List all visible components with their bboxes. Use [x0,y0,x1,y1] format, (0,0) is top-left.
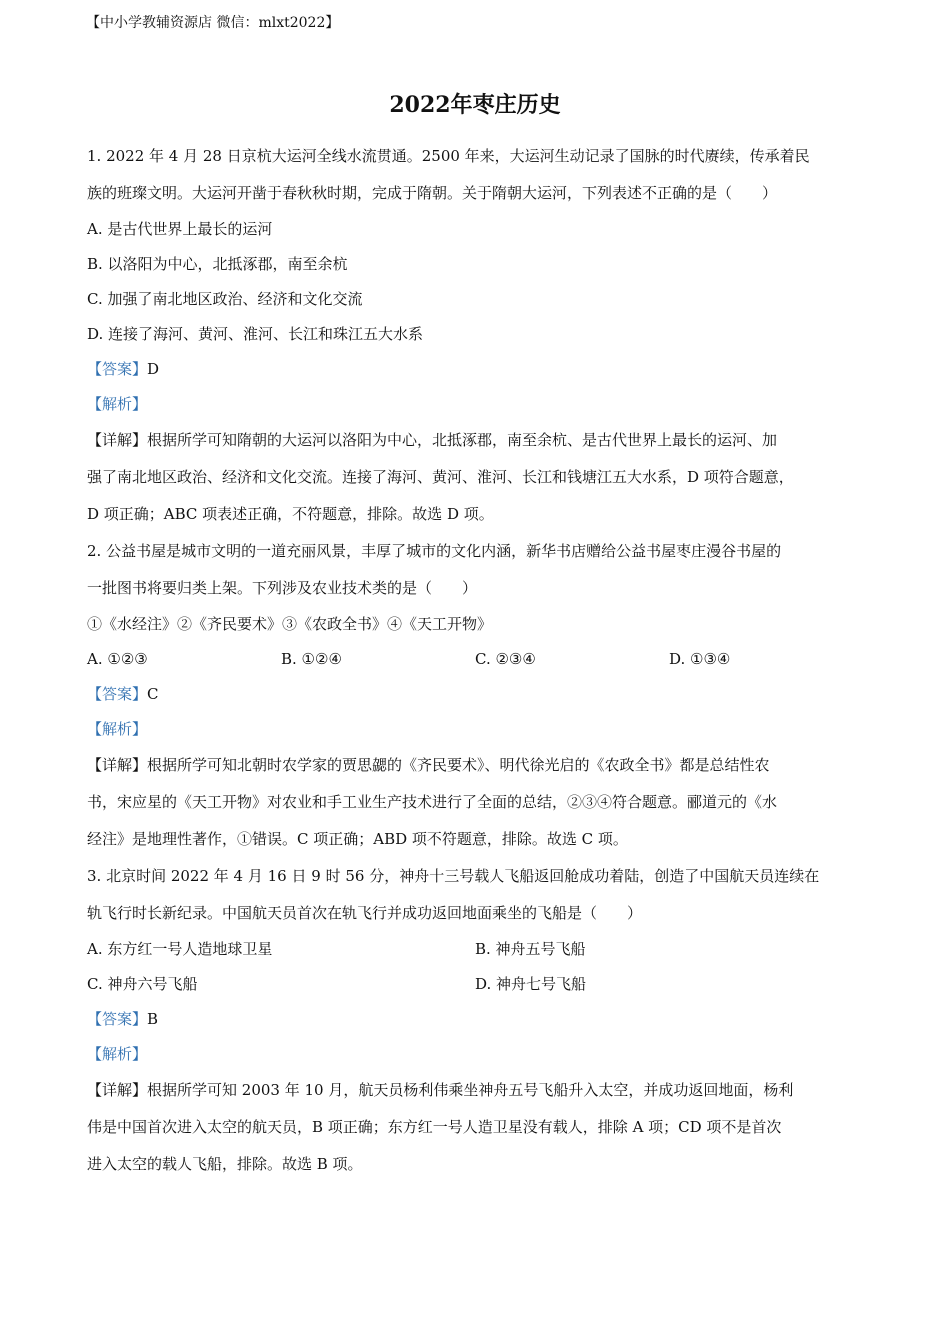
header-note: 【中小学教辅资源店 微信：mlxt2022】 [86,15,340,31]
analysis-heading [87,712,877,747]
detail-line: 经注》是地理性著作，①错误。C 项正确；ABD 项不符题意，排除。故选 C 项。 [87,830,628,848]
answer-tag: 【答案】 [87,360,148,378]
question-stem-line: 族的班璨文明。大运河开凿于春秋秋时期，完成于隋朝。关于隋朝大运河，下列表述不正确的是（ ） [87,184,778,202]
option-d: D. 连接了海河、黄河、淮河、长江和珠江五大水系 [87,325,424,343]
analysis-heading [87,387,877,422]
detail-text: 根据所学可知 2003 年 10 月，航天员杨利伟乘坐神舟五号飞船升入太空，并成功返回地面，杨利 [147,1081,794,1099]
detail-line [87,747,877,784]
answer-line [87,1002,877,1037]
answer-value: C [147,685,159,703]
question-stem-line: ①《水经注》②《齐民要术》③《农政全书》④《天工开物》 [87,615,493,633]
answer-tag: 【答案】 [87,1010,148,1028]
detail-tag: 【详解】 [87,756,148,774]
detail-text: 根据所学可知隋朝的大运河以洛阳为中心，北抵涿郡，南至余杭、是古代世界上最长的运河、加 [147,431,778,449]
question-3 [87,858,877,1183]
option-d: D. 神舟七号飞船 [475,975,587,993]
answer-value: D [147,360,160,378]
page-title: 2022年枣庄历史 [389,92,561,118]
option-c: C. ②③④ [475,650,536,668]
detail-line: 伟是中国首次进入太空的航天员，B 项正确；东方红一号人造卫星没有载人，排除 A 项；CD 项不是首次 [87,1118,782,1136]
option-a: A. 东方红一号人造地球卫星 [87,940,273,958]
answer-value: B [147,1010,159,1028]
options-row [87,967,877,1002]
option-a: A. 是古代世界上最长的运河 [87,220,273,238]
options-row [87,642,877,677]
document-body [87,138,877,1183]
option-c: C. 加强了南北地区政治、经济和文化交流 [87,290,363,308]
question-stem-line: 一批图书将要归类上架。下列涉及农业技术类的是（ ） [87,579,478,597]
detail-text: 根据所学可知北朝时农学家的贾思勰的《齐民要术》、明代徐光启的《农政全书》都是总结性农 [147,756,770,774]
detail-line [87,422,877,459]
analysis-tag: 【解析】 [87,1045,148,1063]
detail-line: D 项正确；ABC 项表述正确，不符题意，排除。故选 D 项。 [87,505,494,523]
option-b: B. ①②④ [281,650,342,668]
question-stem-line: 3. 北京时间 2022 年 4 月 16 日 9 时 56 分，神舟十三号载人飞船返回舱成功着陆，创造了中国航天员连续在 [87,867,820,885]
option-c: C. 神舟六号飞船 [87,975,198,993]
option-d: D. ①③④ [669,650,731,668]
option-b: B. 神舟五号飞船 [475,940,586,958]
detail-tag: 【详解】 [87,431,148,449]
analysis-heading [87,1037,877,1072]
answer-line [87,677,877,712]
question-stem-line: 1. 2022 年 4 月 28 日京杭大运河全线水流贯通。2500 年来，大运河生动记录了国脉的时代赓续，传承着民 [87,147,810,165]
detail-tag: 【详解】 [87,1081,148,1099]
question-2 [87,533,877,858]
analysis-tag: 【解析】 [87,720,148,738]
detail-line [87,1072,877,1109]
answer-tag: 【答案】 [87,685,148,703]
option-b: B. 以洛阳为中心，北抵涿郡，南至余杭 [87,255,348,273]
detail-line: 书，宋应星的《天工开物》对农业和手工业生产技术进行了全面的总结，②③④符合题意。郦道元的《水 [87,793,778,811]
option-a: A. ①②③ [87,650,148,668]
options-row [87,932,877,967]
question-stem-line: 2. 公益书屋是城市文明的一道充丽风景，丰厚了城市的文化内涵，新华书店赠给公益书屋枣庄漫谷书屋的 [87,542,782,560]
detail-line: 强了南北地区政治、经济和文化交流。连接了海河、黄河、淮河、长江和钱塘江五大水系，D 项符合题意， [87,468,794,486]
detail-line: 进入太空的载人飞船，排除。故选 B 项。 [87,1155,363,1173]
question-stem-line: 轨飞行时长新纪录。中国航天员首次在轨飞行并成功返回地面乘坐的飞船是（ ） [87,904,643,922]
analysis-tag: 【解析】 [87,395,148,413]
answer-line [87,352,877,387]
question-1 [87,138,877,533]
